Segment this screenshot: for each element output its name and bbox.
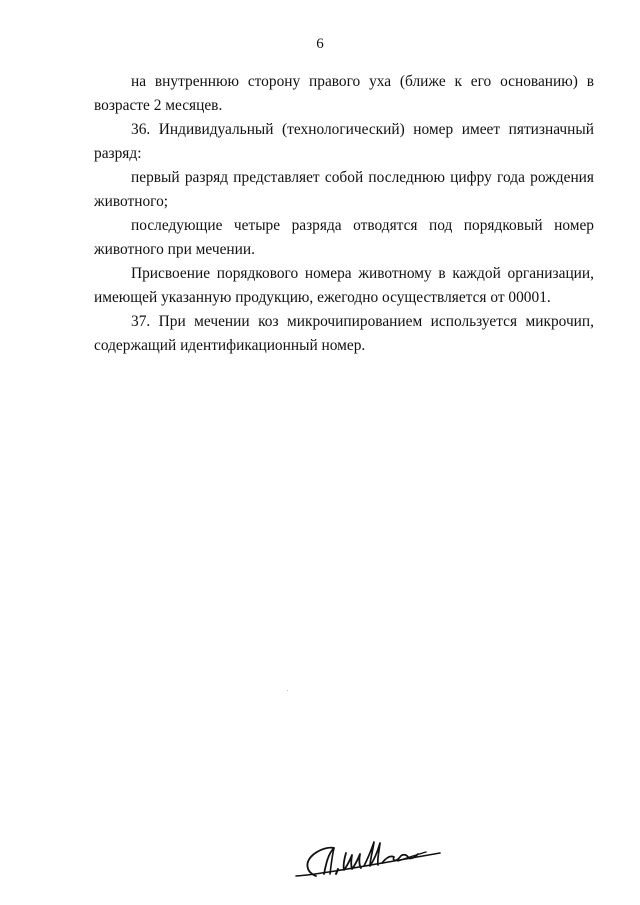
paragraph-ear-placement: на внутреннюю сторону правого уха (ближе к его основанию) в возрасте 2 месяцев. xyxy=(94,73,594,114)
page-number: 6 xyxy=(316,36,324,52)
handwritten-signature-icon xyxy=(294,828,444,884)
scan-artifact xyxy=(287,690,288,691)
document-body xyxy=(94,70,594,358)
paragraph-37-microchip: 37. При мечении коз микрочипированием используется микрочип, содержащий идентификационный номер. xyxy=(94,313,594,354)
paragraph-next-four-digits: последующие четыре разряда отводятся под порядковый номер животного при мечении. xyxy=(94,217,594,258)
paragraph-number-assignment: Присвоение порядкового номера животному в каждой организации, имеющей указанную продукцию, ежегодно осуществляется от 00001. xyxy=(94,265,594,306)
paragraph-first-digit: первый разряд представляет собой последнюю цифру года рождения животного; xyxy=(94,169,594,210)
paragraph-36-number-format: 36. Индивидуальный (технологический) номер имеет пятизначный разряд: xyxy=(94,121,594,162)
